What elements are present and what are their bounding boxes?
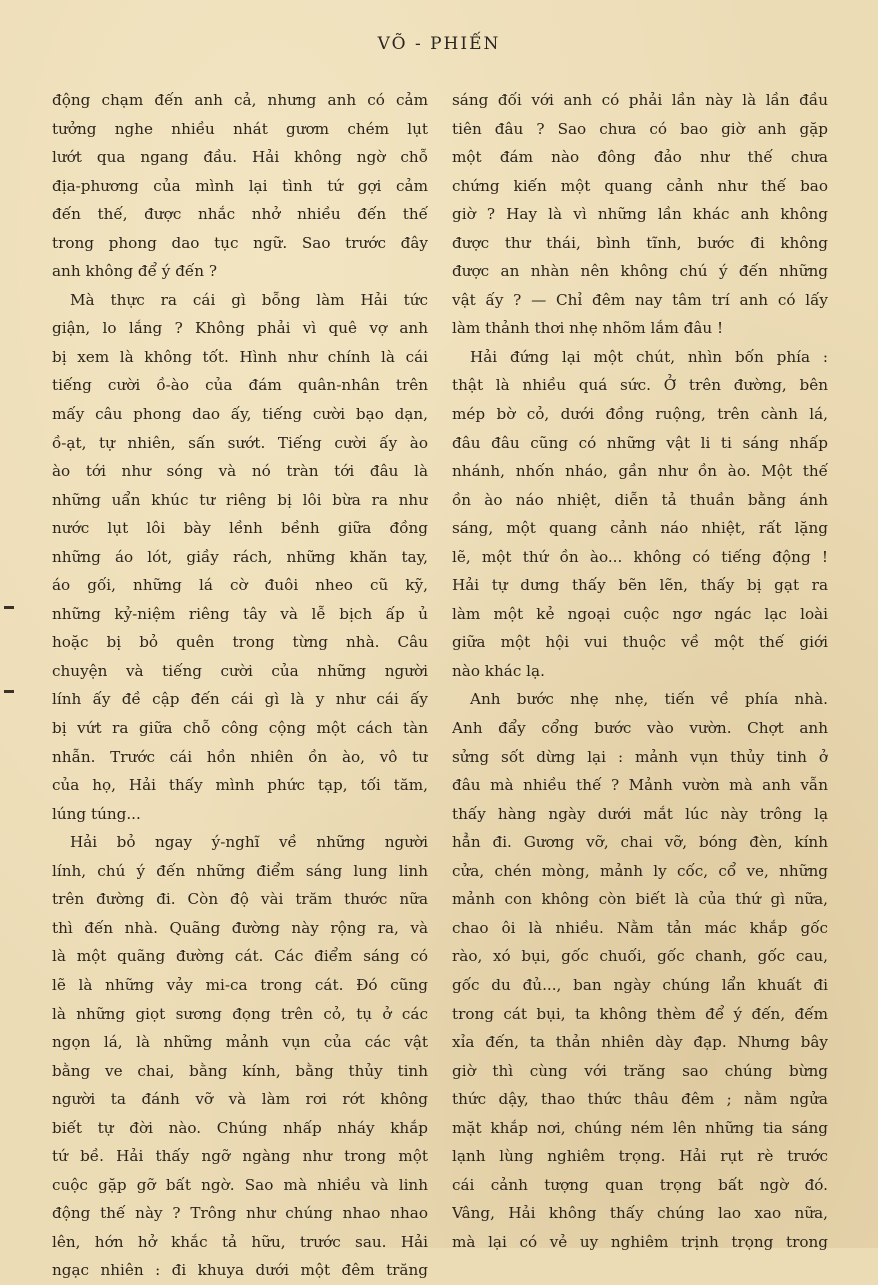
text-line: giờ ? Hay là vì những lần khác anh không [452,205,828,224]
text-line: vật ấy ? — Chỉ đêm nay tâm trí anh có lấy [452,290,828,309]
text-line: người ta đánh vỡ và làm rơi rớt không [52,1090,428,1109]
text-line: rào, xó bụi, gốc chuối, gốc chanh, gốc cau, [452,947,828,966]
text-line: lính, chú ý đến những điểm sáng lung linh [52,861,428,880]
text-line: lẽ là những vảy mi-ca trong cát. Đó cũng [52,975,428,994]
text-line: trên đường đi. Còn độ vài trăm thước nữa [52,890,428,909]
text-line: được thư thái, bình tĩnh, bước đi không [452,233,828,252]
text-line: những kỷ-niệm riêng tây và lễ bịch ấp ủ [52,604,428,623]
text-line: thật là nhiều quá sức. Ở trên đường, bên [452,376,828,395]
text-line: Hải đứng lại một chút, nhìn bốn phía : [470,347,828,366]
text-line: bằng ve chai, bằng kính, bằng thủy tinh [52,1061,428,1080]
text-line: mảnh con không còn biết là của thứ gì nữa, [452,890,828,909]
text-line: tứ bề. Hải thấy ngỡ ngàng như trong một [52,1147,428,1166]
text-line: trong cát bụi, ta không thèm để ý đến, đếm [452,1004,828,1023]
text-line: Anh đẩy cổng bước vào vườn. Chợt anh [452,719,828,738]
text-line: nước lụt lôi bày lềnh bềnh giữa đồng [52,519,428,538]
text-line: là một quãng đường cát. Các điểm sáng có [52,947,428,966]
text-line: lính ấy đề cập đến cái gì là y như cái ấy [52,690,428,709]
text-line: chao ôi là nhiều. Nằm tản mác khắp gốc [452,918,828,937]
text-line: áo gối, những lá cờ đuôi nheo cũ kỹ, [52,576,428,595]
text-line: sáng đối với anh có phải lần này là lần đầu [452,91,828,109]
text-line: Anh bước nhẹ nhẹ, tiến về phía nhà. [470,690,828,709]
text-line: sửng sốt dừng lại : mảnh vụn thủy tinh ở [452,747,828,766]
text-line: ngọn lá, là những mảnh vụn của các vật [52,1033,428,1052]
text-line: hẳn đi. Gương vỡ, chai vỡ, bóng đèn, kính [452,833,828,852]
margin-mark [4,690,14,693]
text-line: bị xem là không tốt. Hình như chính là cái [52,347,428,366]
text-line: lên, hớn hở khắc tả hữu, trước sau. Hải [52,1232,428,1251]
text-line: nào khác lạ. [452,661,545,680]
text-line: Vâng, Hải không thấy chúng lao xao nữa, [452,1204,828,1223]
text-line: thấy hàng ngày dưới mắt lúc này trông lạ [452,804,828,823]
text-line: đâu mà nhiều thế ? Mảnh vườn mà anh vẫn [452,776,828,795]
text-line: làm thảnh thơi nhẹ nhõm lắm đâu ! [452,319,724,338]
left-column [52,86,428,1285]
text-line: Mà thực ra cái gì bỗng làm Hải tức [70,290,428,309]
text-line: mép bờ cỏ, dưới đồng ruộng, trên cành lá, [452,405,828,424]
text-line: động chạm đến anh cả, nhưng anh có cảm [52,91,428,109]
text-line: bị vứt ra giữa chỗ công cộng một cách tàn [52,719,428,738]
text-line: động thế này ? Trông như chúng nhao nhao [52,1204,428,1223]
text-line: cái cảnh tượng quan trọng bất ngờ đó. [452,1175,828,1194]
text-line: giữa một hội vui thuộc về một thế giới [452,633,828,652]
text-line: trong phong dao tục ngữ. Sao trước đây [52,233,428,252]
text-line: là những giọt sương đọng trên cỏ, tụ ở các [52,1004,428,1023]
text-line: ngạc nhiên : đi khuya dưới một đêm trăng [52,1261,428,1280]
text-line: địa-phương của mình lại tình tứ gợi cảm [52,176,428,195]
text-line: mặt khắp nơi, chúng ném lên những tia sáng [452,1118,828,1137]
text-line: anh không để ý đến ? [52,262,218,281]
text-line: ồn ào náo nhiệt, diễn tả thuần bằng ánh [452,490,828,509]
text-line: nhẫn. Trước cái hồn nhiên ồn ào, vô tư [52,747,428,766]
text-line: một đám nào đông đảo như thế chưa [452,148,828,167]
text-line: mấy câu phong dao ấy, tiếng cười bạo dạn, [52,405,428,424]
margin-mark [4,606,14,609]
text-line: của họ, Hải thấy mình phức tạp, tối tăm, [52,776,428,795]
text-line: tiên đâu ? Sao chưa có bao giờ anh gặp [452,119,828,138]
text-line: xỉa đến, ta thản nhiên dày đạp. Nhưng bây [452,1033,828,1052]
text-line: sáng, một quang cảnh náo nhiệt, rất lặng [452,519,828,538]
text-line: thức dậy, thao thức thâu đêm ; nằm ngửa [452,1090,828,1109]
text-line: đến thế, được nhắc nhở nhiều đến thế [52,205,428,224]
text-line: giận, lo lắng ? Không phải vì quê vợ anh [52,319,428,338]
text-line: những uẩn khúc tư riêng bị lôi bừa ra như [52,490,428,509]
text-line: lướt qua ngang đầu. Hải không ngờ chỗ [52,148,428,167]
text-line: giờ thì cùng với trăng sao chúng bừng [452,1061,828,1080]
running-head: VÕ - PHIẾN [377,34,501,54]
text-line: chứng kiến một quang cảnh như thế bao [452,176,828,195]
right-column [452,86,828,1256]
text-line: nhánh, nhốn nháo, gần như ồn ào. Một thế [452,462,828,481]
text-line: gốc du đủ..., ban ngày chúng lẩn khuất đi [452,975,828,994]
text-line: ào tới như sóng và nó tràn tới đâu là [52,462,428,481]
text-line: được an nhàn nên không chú ý đến những [452,262,828,281]
text-line: Hải tự dưng thấy bẽn lẽn, thấy bị gạt ra [452,576,828,595]
text-line: những áo lót, giầy rách, những khăn tay, [52,547,428,566]
text-line: chuyện và tiếng cười của những người [52,661,428,680]
text-line: hoặc bị bỏ quên trong từng nhà. Câu [52,633,428,652]
text-line: thì đến nhà. Quãng đường này rộng ra, và [52,918,428,937]
text-line: ồ-ạt, tự nhiên, sấn sướt. Tiếng cười ấy ào [52,433,428,452]
text-line: tiếng cười ồ-ào của đám quân-nhân trên [52,376,428,395]
text-line: lạnh lùng nghiêm trọng. Hải rụt rè trước [452,1147,828,1166]
text-line: cửa, chén mòng, mảnh ly cốc, cổ ve, những [452,861,828,880]
text-line: mà lại có vẻ uy nghiêm trịnh trọng trong [452,1232,828,1251]
text-line: biết tự đời nào. Chúng nhấp nháy khắp [52,1118,428,1137]
text-line: tưởng nghe nhiều nhát gươm chém lụt [52,119,428,138]
text-line: Hải bỏ ngay ý-nghĩ về những người [70,833,428,852]
text-line: lẽ, một thứ ồn ào... không có tiếng động ! [452,547,828,566]
text-line: làm một kẻ ngoại cuộc ngơ ngác lạc loài [452,604,828,623]
text-line: cuộc gặp gỡ bất ngờ. Sao mà nhiều và linh [52,1175,428,1194]
text-line: đâu đâu cũng có những vật li ti sáng nhấp [452,433,828,452]
text-line: lúng túng... [52,804,141,823]
